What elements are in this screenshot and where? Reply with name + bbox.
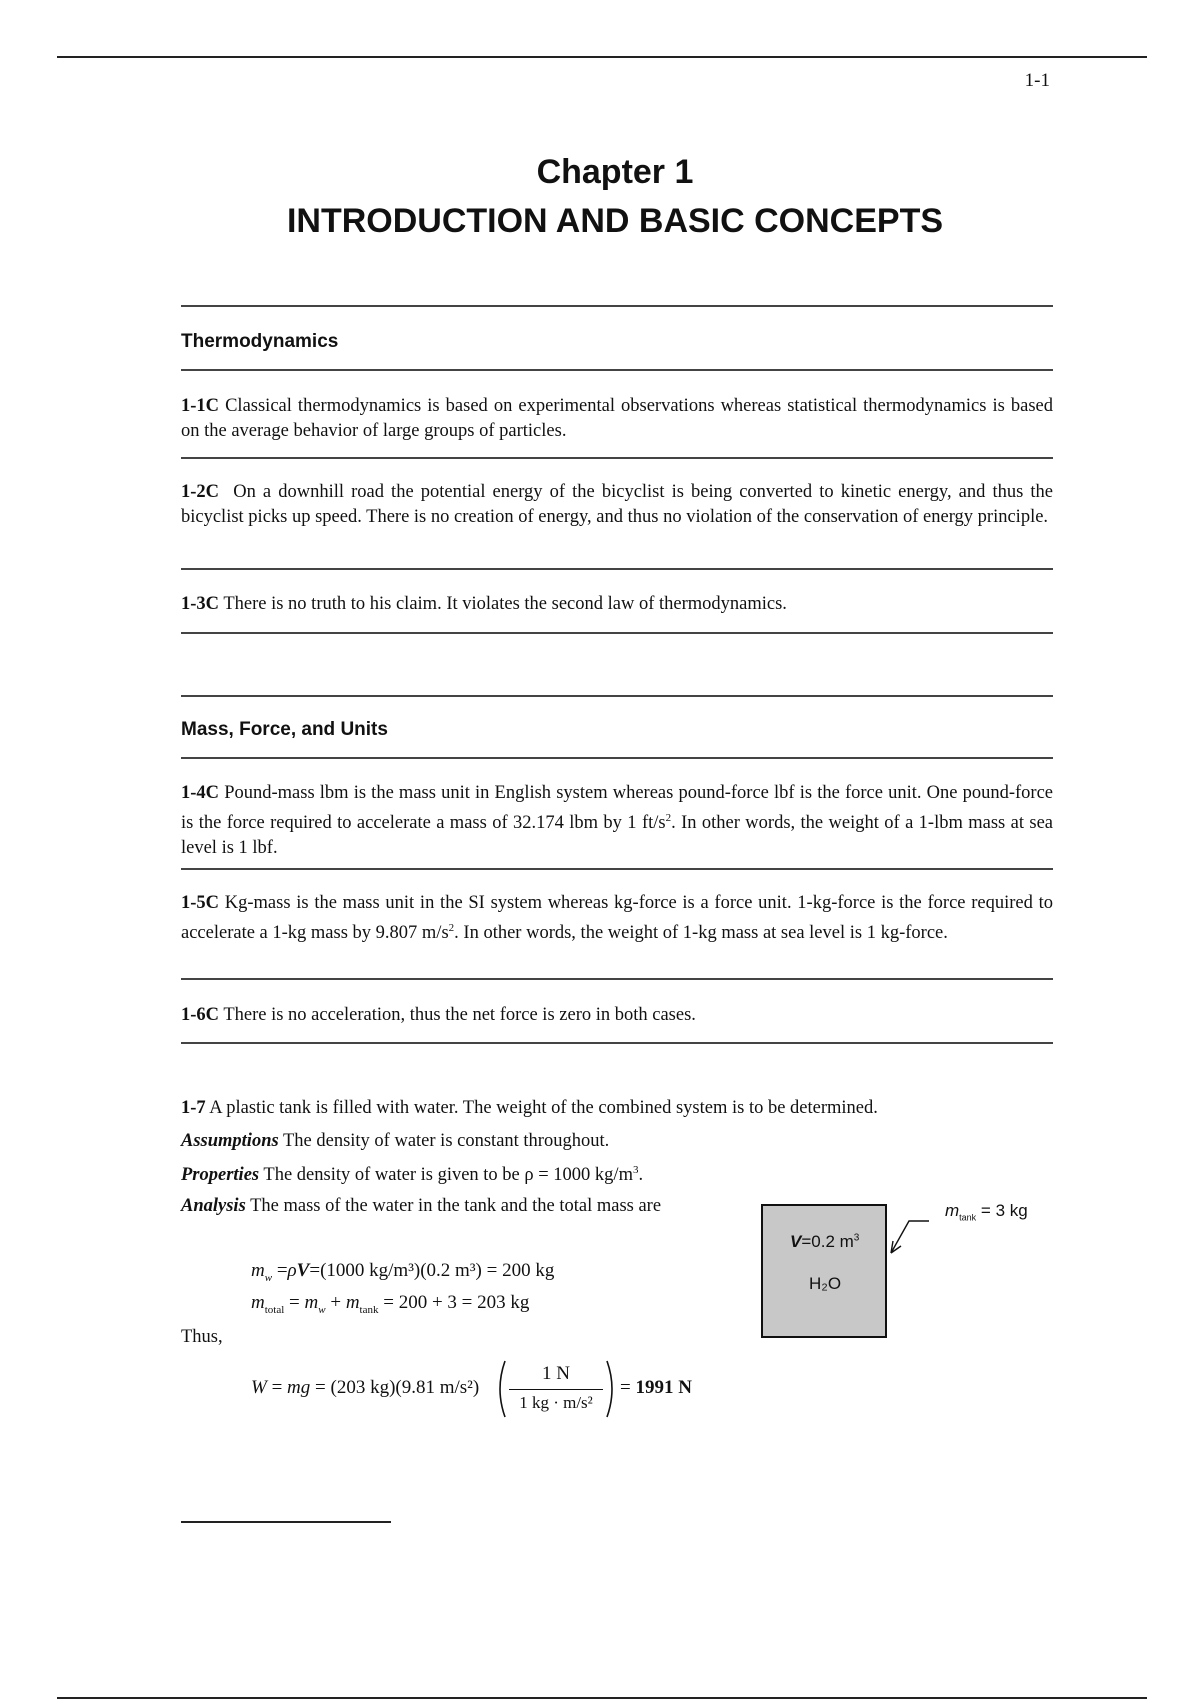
period: .	[638, 1165, 644, 1186]
problem-1-7-statement	[181, 1098, 878, 1119]
analysis-label: Analysis	[181, 1196, 246, 1216]
divider	[181, 305, 1053, 307]
divider	[181, 457, 1053, 459]
divider	[181, 868, 1053, 870]
superscript: 3	[853, 1232, 860, 1244]
problem-id: 1-7	[181, 1098, 206, 1118]
problem-text: Pound-mass lbm is the mass unit in English system whereas pound-force lbf is the force unit. One pound-force is the force required to accelerate a mass of 32.174 lbm by 1 ft/s	[181, 783, 1054, 834]
page-top-rule	[57, 56, 1147, 58]
right-paren-icon	[604, 1359, 618, 1419]
tank-volume-label: V=0.2 $m^3$	[790, 1232, 860, 1251]
problem-text: Kg-mass is the mass unit in the SI system whereas kg-force is a force unit. 1-kg-force is the force required to accelerate a 1-kg mass by 9.807 m/s	[181, 893, 1053, 944]
problem-1-5c	[181, 891, 1053, 946]
properties-label: Properties	[181, 1165, 260, 1186]
equation-water-mass: $m_w =\rho V=(1000$ kg/m³)(0.2 m³) = 200 kg	[251, 1260, 555, 1284]
weight-result: 1991 N	[635, 1377, 692, 1398]
section-heading-thermodynamics: Thermodynamics	[181, 331, 339, 352]
divider	[181, 1042, 1053, 1044]
assumptions-text: The density of water is constant throughout.	[282, 1131, 610, 1151]
page-number: 1-1	[1024, 70, 1050, 91]
fraction-denominator: 1 kg · m/s²	[519, 1393, 593, 1412]
analysis-line	[181, 1196, 661, 1217]
equation-text: = 200 + 3 = 203 kg	[383, 1292, 530, 1313]
pointer-arrow-icon	[885, 1215, 945, 1265]
tank-contents-label: H₂O	[809, 1274, 842, 1293]
problem-id: 1-6C	[181, 1005, 220, 1025]
problem-text: On a downhill road the potential energy of the bicyclist is being converted to kinetic energy, and thus the bicyclist picks up speed. There is no creation of energy, and thus no violation of the conservation of energy principle.	[181, 482, 1054, 527]
problem-1-3c	[181, 592, 1053, 617]
tank-mass-label: $m_{tank} = 3$ kg	[945, 1201, 1028, 1223]
water-tank-figure	[761, 1204, 887, 1338]
divider	[181, 369, 1053, 371]
chapter-number: Chapter 1	[536, 153, 694, 191]
divider	[181, 632, 1053, 634]
section-heading-mass-force-units: Mass, Force, and Units	[181, 719, 388, 740]
problem-text: There is no acceleration, thus the net force is zero in both cases.	[223, 1005, 696, 1025]
problem-id: 1-1C	[181, 396, 220, 416]
assumptions-line	[181, 1131, 609, 1152]
equation-total-mass: $m_{total} = m_w + m_{tank} = 200 + 3 = 203$ kg	[251, 1292, 530, 1316]
properties-line	[181, 1164, 643, 1186]
problem-1-6c	[181, 1003, 1053, 1028]
assumptions-label: Assumptions	[181, 1131, 279, 1151]
problem-id: 1-5C	[181, 893, 220, 913]
chapter-heading	[0, 148, 1200, 247]
problem-1-4c	[181, 781, 1053, 861]
problem-1-2c	[181, 480, 1053, 530]
volume-value: =0.2 m	[801, 1232, 854, 1251]
divider	[181, 757, 1053, 759]
divider	[181, 695, 1053, 697]
properties-text: The density of water is given to be ρ = 1000 kg/m	[263, 1165, 633, 1186]
fraction-bar	[509, 1389, 603, 1390]
footnote-rule	[181, 1521, 391, 1523]
problem-text: A plastic tank is filled with water. The weight of the combined system is to be determined.	[209, 1098, 878, 1118]
superscript: 2	[665, 812, 672, 824]
equation-text: = (203 kg)(9.81 m/s²)	[315, 1377, 480, 1398]
problem-id: 1-3C	[181, 594, 220, 614]
chapter-title: INTRODUCTION AND BASIC CONCEPTS	[286, 202, 944, 241]
equation-text: =(1000 kg/m³)(0.2 m³) = 200 kg	[309, 1260, 555, 1281]
problem-text-end: . In other words, the weight of a 1-lbm mass at sea level is 1 lbf.	[181, 813, 1053, 859]
problem-text-end: . In other words, the weight of 1-kg mass at sea level is 1 kg-force.	[454, 923, 948, 944]
problem-id: 1-4C	[181, 783, 220, 803]
superscript: 2	[448, 922, 455, 934]
fraction-numerator: 1 N	[542, 1363, 570, 1384]
tank-mass-value: = 3 kg	[980, 1201, 1028, 1220]
left-paren-icon	[494, 1359, 508, 1419]
page-bottom-rule	[57, 1697, 1147, 1699]
problem-1-1c	[181, 394, 1053, 444]
problem-text: Classical thermodynamics is based on experimental observations whereas statistical thermodynamics is based on the average behavior of large groups of particles.	[181, 396, 1054, 441]
divider	[181, 568, 1053, 570]
problem-text: There is no truth to his claim. It violates the second law of thermodynamics.	[223, 594, 787, 614]
analysis-text: The mass of the water in the tank and the total mass are	[250, 1196, 662, 1216]
divider	[181, 978, 1053, 980]
problem-id: 1-2C	[181, 482, 220, 502]
superscript: 3	[632, 1164, 639, 1176]
thus-text: Thus,	[181, 1327, 223, 1347]
